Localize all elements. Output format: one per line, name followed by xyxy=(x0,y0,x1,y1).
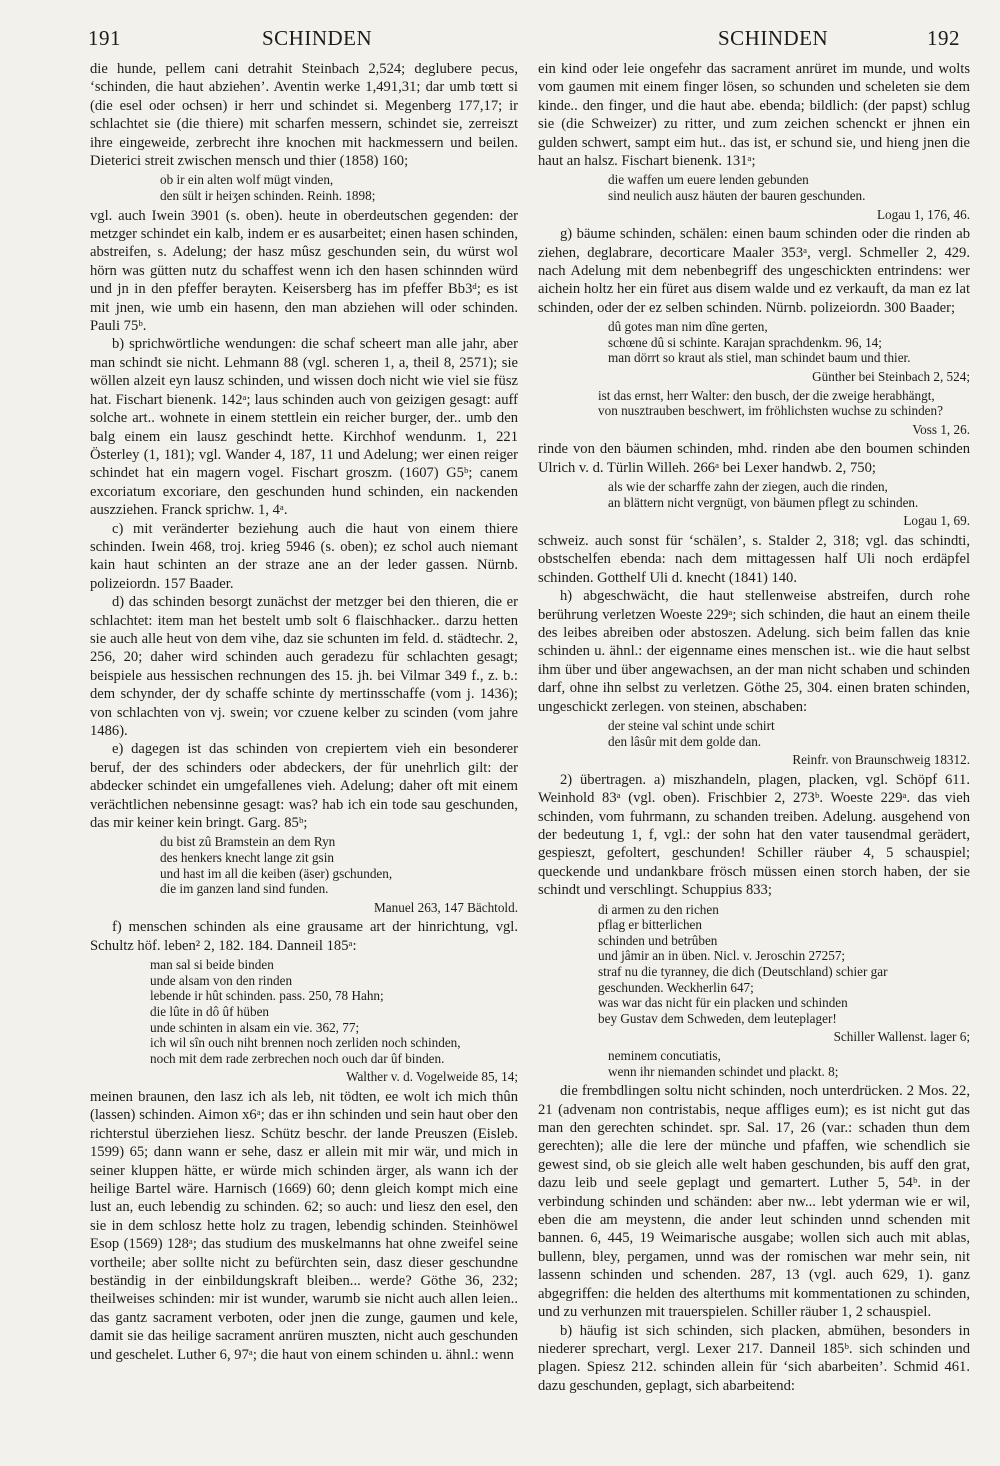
paragraph: die frembdlingen soltu nicht schinden, noch unterdrücken. 2 Mos. 22, 21 (advenam non contristabis, neque affliges eum); es ist nicht gut das man den gerechten schindet. spr. Sal. 17, 26 (var.: schaden thun dem gerechten); alle die lere der münche und pfaffen, wie schendlich sie gewest sind, ob sie gleich alle welt haben geschunden, bis auff den grat, dazu leib und seele geplagt und gemartert. Luther 5, 54ᵇ. in der verbindung schinden und schänden: aber nw... lebt yderman wie er wil, eben die am meystenn, die ander leut schinden unnd schenden mit bannen. 6, 445, 19 Weimarische ausgabe; wollen sich auch mit ablas, bullenn, bley, pergamen, unnd was der romischen war mehr sein, nit lassenn schinden und schenden. 287, 13 (vgl. auch 629, 1). ganz abgegriffen: die helden des alterthums mit kommentationen zu schinden, und zu verhunzen mit trauerspielen. Schiller räuber 1, 2 schauspiel. xyxy=(538,1083,970,1321)
section-h: h) abgeschwächt, die haut stellenweise abstreifen, durch rohe berührung verletzen Woeste 229ᵃ; sich schinden, die haut an einem theile des leibes abreiben oder abstoszen. Adelung. sich beim fallen das knie schinden u. ähnl.: der eigenname eines menschen ist.. wie die haut selbst ihm über und über angewachsen, an der man nicht schaben und schinden darf, ohne ihn selbst zu verletzen. Göthe 25, 304. einen braten schinden, ungeschickt zerlegen. von steinen, abschaben: xyxy=(538,588,970,715)
paragraph: ein kind oder leie ongefehr das sacrament anrüret im munde, und wolts vom gaumen mit einem finger lösen, so schunden und scheleten sie dem kinde.. den finger, und die haut abe. ebenda; bildlich: (der papst) schlug sie (die Schweizer) zu ritter, und zum zeichen schenckt er jhnen ein gulden schwert, sampt eim hut.. das ist, er schund sie, und hieng jnen die haut an halsz. Fischart bienenk. 131ᵃ; xyxy=(538,61,970,170)
paragraph: vgl. auch Iwein 3901 (s. oben). heute in oberdeutschen gegenden: der metzger schindet ein kalb, indem er es ausarbeitet; einen hasen schinden, abstreifen, s. Adelung; der hasz mûsz geschunden sein, du würst wol hörn was gütten nutz du schaffest wenn ich den hasen schinnden würd und jn in den pfeffer berayten. Keisersberg has im pfeffer Bb3ᵈ; es ist mit jnen, wie umb ein hasenn, den man abziehen will oder schinden. Pauli 75ᵇ. xyxy=(90,207,518,335)
verse-quote: man sal si beide binden unde alsam von den rinden lebende ir hût schinden. pass. 250, 78 Hahn; die lûte in dô ûf hüben unde schinten in alsam ein vie. 362, 77; ich wil sîn ouch niht brennen noch zerliden noch schinden, noch mit dem rade zerbrechen noch ouch dar ûf binden. xyxy=(150,957,461,1066)
verse-quote: du bist zû Bramstein an dem Ryn des henkers knecht lange zit gsin und hast im all die keiben (äser) gschunden, die im ganzen land sind funden. xyxy=(160,834,393,897)
paragraph: schweiz. auch sonst für ‘schälen’, s. Stalder 2, 318; vgl. das schindti, obstschelfen ebenda: nach dem mittagessen half Uli noch erdäpfel schinden. Gotthelf Uli d. knecht (1841) 140. xyxy=(538,533,970,586)
verse-quote: ob ir ein alten wolf mügt vinden, den sült ir heiʒen schinden. Reinh. 1898; xyxy=(160,172,376,204)
verse-quote: di armen zu den richen pflag er bitterlichen schinden und betrûben und jâmir an in üben. Nicl. v. Jeroschin 27257; straf nu die tyranney, die dich (Deutschland) schier gar geschunden. Weckherlin 647; was war das nicht für ein placken und schinden bey Gustav dem Schweden, dem leuteplager! xyxy=(598,901,888,1026)
verse-quote: dû gotes man nim dîne gerten, schœne dû si schinte. Karajan sprachdenkm. 96, 14; man dörrt so kraut als stiel, man schindet baum und thier. xyxy=(608,319,911,366)
paragraph: rinde von den bäumen schinden, mhd. rinden abe den boumen schinden Ulrich v. d. Türlin Willeh. 266ᵃ bei Lexer handwb. 2, 750; xyxy=(538,441,970,476)
running-title-left: SCHINDEN xyxy=(262,26,373,50)
verse-quote: die waffen um euere lenden gebunden sind neulich ausz häuten der bauren geschunden. xyxy=(608,172,866,204)
left-column xyxy=(90,60,518,1364)
section-b: b) sprichwörtliche wendungen: die schaf scheert man alle jahr, aber man schindt sie nicht. Lehmann 88 (vgl. scheren 1, a, theil 8, 2571); sie wöllen alzeit eyn lausz schinden, und wissen doch nicht wie viel sie füsz hat. Fischart bienenk. 142ᵃ; laus schinden auch von geizigen gesagt: auff solche art.. wohnete in einem stettlein ein reicher burger, der.. umb den balg einem ein lausz geschindt hette. Kirchhof wendunm. 1, 221 Österley (1, 181); vgl. Wander 4, 187, 11 und Adelung; wer einen reiger schindet hat ein magern vogel. Fischart groszm. (1607) G5ᵇ; canem excoriatum excoriare, den geschunden hund schinden, ein nackenden auszziehen. Franck sprichw. 1, 4ᵃ. xyxy=(90,336,518,519)
source-citation: Walther v. d. Vogelweide 85, 14; xyxy=(346,1069,518,1085)
page-header xyxy=(0,14,1000,54)
page-number-right: 192 xyxy=(927,26,960,50)
source-citation: Logau 1, 176, 46. xyxy=(876,206,970,222)
source-citation: Günther bei Steinbach 2, 524; xyxy=(812,369,970,385)
paragraph: die hunde, pellem cani detrahit Steinbach 2,524; deglubere pecus, ‘schinden, die haut abziehen’. Aventin werke 1,491,31; dar umb tœtt si (die esel oder ochsen) ir herr und schindet si. Megenberg 177,17; ir schlachtet sie (die thiere) mit scharfen messern, schindet sie, zerreiszt ihre eingeweide, zerbrecht ihre knochen mit hackmessern und beilen. Dieterici streit zwischen mensch und thier (1858) 160; xyxy=(90,61,518,170)
paragraph: meinen braunen, den lasz ich als leb, nit tödten, ee wolt ich mich thûn (lassen) schinden. Aimon x6ᵃ; das er ihn schinden und sein haut ober den richterstul überziehen liesz. Schütz beschr. der lande Preuszen (Eisleb. 1599) 65; dann wann er sehe, dasz er allein mit mir wär, und mich in seiner kluppen hätte, er würde mich schinden ärger, als wann ich der heilige Bartel wäre. Harnisch (1669) 60; denn gleich kompt mich eine lust an, euch lebendig zu schinden. 62; so auch: und liesz den esel, den sie in dem schlosz hette holz zu tragen, lebendig schinden. Steinhöwel Esop (1569) 128ᵃ; das studium des muskelmanns hat ohne zweifel seine vortheile; aber sollte nicht zu befürchten sein, dasz dieser geschundne beständig in der einbildungskraft bleiben... werde? Göthe 36, 232; theilweises schinden: mir ist wunder, warumb sie nicht auch allen leien.. das gantz sacrament verboten, oder jnen die zunge, gaumen und kele, damit sie das heilige sacrament anrüren muszten, nicht auch geschunden und geschelet. Luther 6, 97ᵃ; die haut von einem schinden u. ähnl.: wenn xyxy=(90,1088,518,1363)
section-f: f) menschen schinden als eine grausame art der hinrichtung, vgl. Schultz höf. leben² 2, 182. 184. Danneil 185ᵃ: xyxy=(90,919,518,954)
source-citation: Reinfr. von Braunschweig 18312. xyxy=(792,752,970,768)
section-2b: b) häufig ist sich schinden, sich placken, abmühen, besonders in niederer sprechart, vergl. Lexer 217. Danneil 185ᵇ. sich schinden und plagen. Spiesz 212. schinden allein für ‘sich abarbeiten’. Schmid 461. dazu geschunden, geplagt, sich abarbeitend: xyxy=(538,1322,970,1394)
right-column xyxy=(538,60,970,1395)
verse-quote: ist das ernst, herr Walter: den busch, der die zweige herabhängt, von nusztrauben beschwert, im fröhlichsten wuchse zu schinden? xyxy=(598,387,943,419)
verse-quote: als wie der scharffe zahn der ziegen, auch die rinden, an blättern nicht vergnügt, von bäumen pflegt zu schinden. xyxy=(608,479,919,510)
verse-quote: neminem concutiatis, wenn ihr niemanden schindet und plackt. 8; xyxy=(608,1048,839,1079)
source-citation: Logau 1, 69. xyxy=(903,513,970,529)
section-c: c) mit veränderter beziehung auch die haut von einem thiere schinden. Iwein 468, troj. krieg 5946 (s. oben); ez schol auch niemant kain haut schinten an der straze ane an der leder gassen. Nürnb. polizeiordn. 157 Baader. xyxy=(90,520,518,592)
page-number-left: 191 xyxy=(88,26,121,50)
section-g: g) bäume schinden, schälen: einen baum schinden oder die rinden ab ziehen, deglabrare, decorticare Maaler 353ᵃ, vergl. Schmeller 2, 429. nach Adelung mit dem nebenbegriff des ungeschickten entrindens: wer aichein holtz her ein füret aus disem walde und ez verkauft, da man ez lat schinden, oder der ez selben schinden. Nürnb. polizeiordn. 300 Baader; xyxy=(538,226,970,316)
verse-quote: der steine val schint unde schirt den lâsûr mit dem golde dan. xyxy=(608,718,775,749)
section-e: e) dagegen ist das schinden von crepiertem vieh ein besonderer beruf, der des schinders oder abdeckers, der für unehrlich gilt: der abdecker schindet ein umgefallenes vieh. Adelung; daher oft mit einem verächtlichen nebensinne gesagt: was? hab ich ein tode sau geschunden, das mir keiner kein bringt. Garg. 85ᵇ; xyxy=(90,741,518,832)
source-citation: Schiller Wallenst. lager 6; xyxy=(833,1029,970,1045)
section-2a: 2) übertragen. a) miszhandeln, plagen, placken, vgl. Schöpf 611. Weinhold 83ᵃ (vgl. oben). Frischbier 2, 273ᵇ. Woeste 229ᵃ. das vieh schinden, vom fuhrmann, zu schanden treiben. Adelung. ausgehend von der bedeutung 1, f, vgl.: der sohn hat den vater tausendmal gerädert, gespieszt, gefoltert, geschunden! Schiller räuber 4, 5 schauspiel; queckende und undankbare frösch müssen einen storch haben, der sie schindt und verschlingt. Schuppius 833; xyxy=(538,771,970,899)
source-citation: Voss 1, 26. xyxy=(912,421,970,437)
running-title-right: SCHINDEN xyxy=(718,26,829,50)
section-d: d) das schinden besorgt zunächst der metzger bei den thieren, die er schlachtet: item man het bestelt umb solt 6 flaischhacker.. darzu hetten sie auch alle heut von dem vihe, daz sie schunten im feld. d. städtechr. 2, 256, 20; daher wird schinden auch geradezu für schlachten gesagt; beispiele aus hessischen rechnungen des 15. jh. bei Vilmar 349 f., z. b.: dem schynder, der dy schaffe schinte dy mertinsschaffe (vom j. 1436); von schlachten von vj. swein; vor czuene kelber zu scinden (vom jahre 1486). xyxy=(90,594,518,739)
source-citation: Manuel 263, 147 Bächtold. xyxy=(374,899,518,915)
